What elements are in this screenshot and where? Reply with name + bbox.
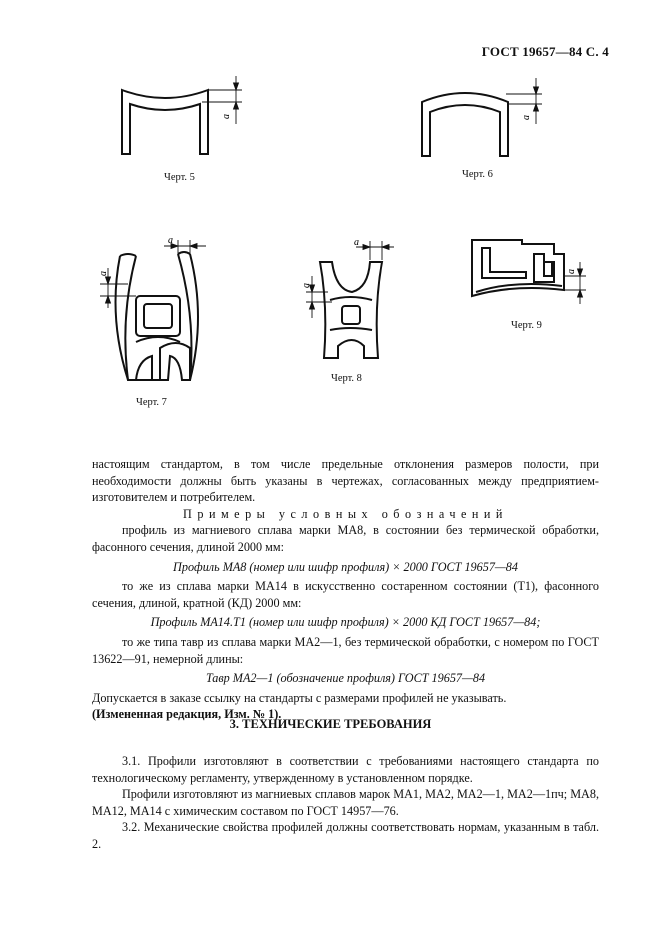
paragraph-example-2-desc: то же из сплава марки МА14 в искусственно состаренном состоянии (Т1), фасонного сечения, длиной, кратной (КД) 2000 мм: bbox=[92, 579, 599, 610]
figure-7 bbox=[98, 232, 214, 388]
figure-6 bbox=[410, 72, 550, 164]
fig7-dim-side-label: a bbox=[98, 271, 109, 276]
figure-6-caption: Черт. 6 bbox=[462, 169, 493, 180]
section-title: 3. ТЕХНИЧЕСКИЕ ТРЕБОВАНИЯ bbox=[229, 717, 432, 731]
figure-8-caption: Черт. 8 bbox=[331, 373, 362, 384]
paragraph-reference-note: Допускается в заказе ссылку на стандарты с размерами профилей не указывать. bbox=[92, 690, 507, 705]
paragraph-example-3-desc: то же типа тавр из сплава марки МА2—1, без термической обработки, с номером по ГОСТ 13622—91, немерной длины: bbox=[92, 634, 599, 666]
clause-3-1: 3.1. Профили изготовляют в соответствии с требованиями настоящего стандарта по технологическому регламенту, утвержденному в установленном порядке. bbox=[92, 754, 599, 785]
fig5-dim-label: a bbox=[221, 114, 232, 119]
section-3-text bbox=[92, 753, 599, 853]
examples-heading: Примеры условных обозначений bbox=[183, 506, 508, 521]
designation-example-1: Профиль МА8 (номер или шифр профиля) × 2000 ГОСТ 19657—84 bbox=[173, 559, 518, 574]
paragraph-continuation: настоящим стандартом, в том числе предельные отклонения размеров полости, при необходимости должны быть указаны в чертежах, согласованных между предприятием-изготовителем и потребителем. bbox=[92, 457, 599, 505]
body-text-block bbox=[92, 456, 599, 723]
figure-5-caption: Черт. 5 bbox=[164, 172, 195, 183]
designation-example-3: Тавр МА2—1 (обозначение профиля) ГОСТ 19657—84 bbox=[205, 671, 486, 686]
clause-3-1-alloys: Профили изготовляют из магниевых сплавов марок МА1, МА2, МА2—1, МА2—1пч; МА8, МА12, МА14 с химическим составом по ГОСТ 14957—76. bbox=[92, 787, 599, 818]
page-header: ГОСТ 19657—84 С. 4 bbox=[481, 44, 609, 59]
amendment-note: (Измененная редакция, Изм. № 1). bbox=[92, 707, 282, 722]
designation-example-2: Профиль МА14.Т1 (номер или шифр профиля) × 2000 КД ГОСТ 19657—84; bbox=[150, 615, 541, 630]
clause-3-2: 3.2. Механические свойства профилей должны соответствовать нормам, указанным в табл. 2. bbox=[92, 820, 599, 851]
fig7-dim-top-label: a bbox=[168, 235, 173, 246]
fig9-dim-label: a bbox=[566, 269, 577, 274]
figure-7-caption: Черт. 7 bbox=[136, 397, 167, 408]
fig8-dim-side-label: a bbox=[301, 283, 312, 288]
fig6-dim-label: a bbox=[521, 115, 532, 120]
figure-9-caption: Черт. 9 bbox=[511, 320, 542, 331]
figure-8 bbox=[298, 236, 398, 366]
fig8-dim-top-label: a bbox=[354, 237, 359, 248]
paragraph-example-1-desc: профиль из магниевого сплава марки МА8, в состоянии без термической обработки, фасонного сечения, длиной 2000 мм: bbox=[92, 523, 599, 554]
figure-9 bbox=[462, 232, 592, 312]
figure-5 bbox=[110, 72, 250, 164]
